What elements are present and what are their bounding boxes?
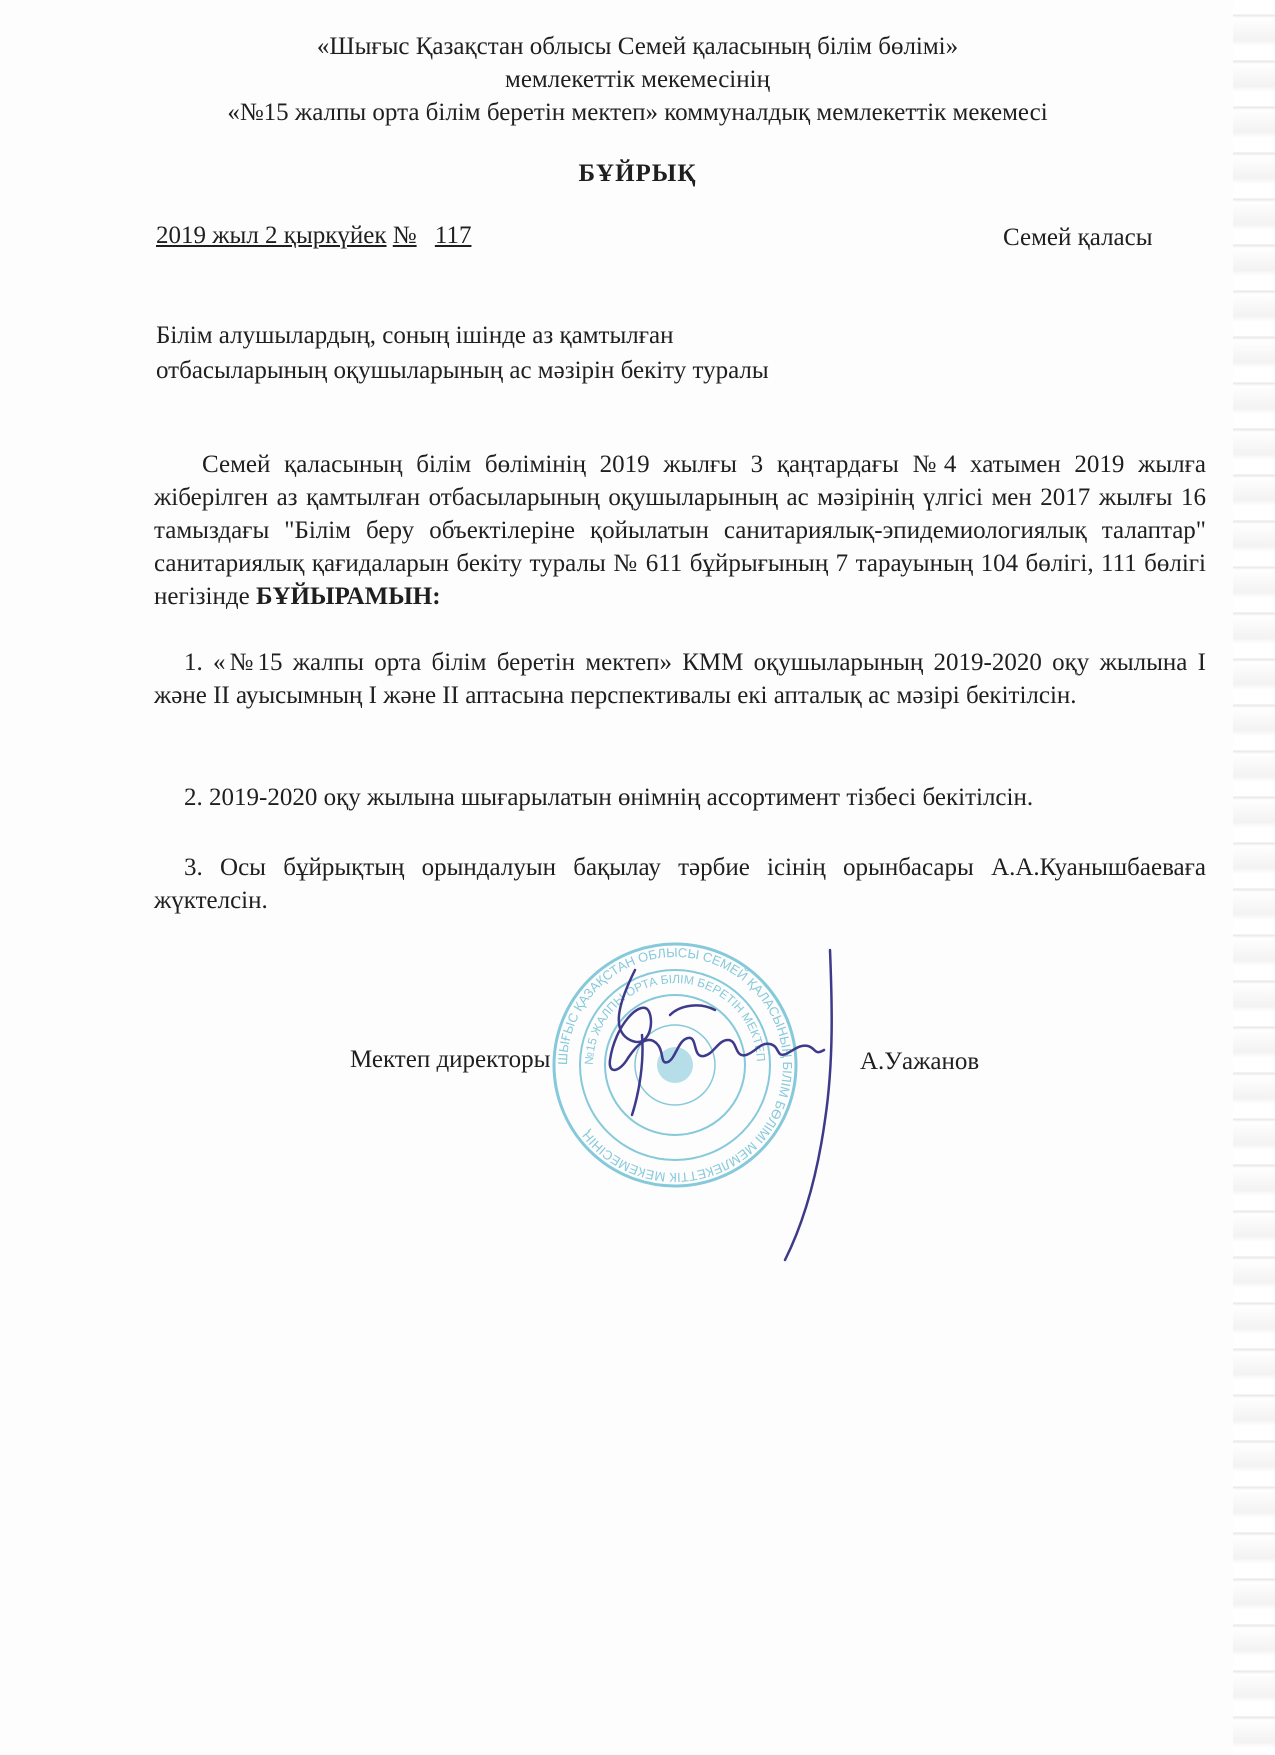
intro-text: Семей қаласының білім бөлімінің 2019 жылғы 3 қаңтардағы №4 хатымен 2019 жылға жіберілген аз қамтылған отбасыларының оқушыларының ас мәзірінің үлгісі мен 2017 жылғы 16 тамыздағы "Білім беру объектілеріне қойылатын санитариялық-эпидемиологиялық талаптар" санитариялық қағидаларын бекіту туралы № 611 бұйрығының 7 тарауының 104 бөлігі, 111 бөлігі негізінде: [154, 451, 1206, 610]
stamp-inner-text: №15 ЖАЛПЫ ОРТА БІЛІМ БЕРЕТІН МЕКТЕП: [581, 971, 769, 1066]
order-subject: [156, 318, 769, 388]
subject-line-2: отбасыларының оқушыларының ас мәзірін бекіту туралы: [156, 357, 769, 384]
header-line-1: «Шығыс Қазақстан облысы Семей қаласының білім бөлімі»: [316, 33, 959, 60]
order-date-number: [156, 222, 479, 250]
intro-emphasis: БҰЙЫРАМЫН:: [255, 583, 441, 610]
intro-paragraph: [154, 448, 1206, 613]
document-header: [0, 30, 1275, 129]
handwritten-signature: [580, 940, 900, 1270]
order-city: Семей қаласы: [1003, 224, 1153, 251]
order-date: 2019 жыл 2 қыркүйек: [156, 222, 387, 249]
scan-edge-artifact: [1233, 0, 1275, 1755]
stamp-outer-text: ШЫҒЫС ҚАЗАҚСТАН ОБЛЫСЫ СЕМЕЙ ҚАЛАСЫНЫҢ БІЛІМ БӨЛІМІ МЕМЛЕКЕТТІК МЕКЕМЕСІНІҢ: [554, 944, 796, 1186]
subject-line-1: Білім алушылардың, соның ішінде аз қамтылған: [156, 322, 674, 349]
signatory-name: А.Уажанов: [860, 1048, 980, 1075]
order-number: 117: [434, 222, 472, 249]
document-type-title: БҰЙРЫҚ: [578, 160, 697, 187]
header-line-3: «№15 жалпы орта білім беретін мектеп» коммуналдық мемлекеттік мекемесі: [227, 99, 1048, 126]
signatory-title: Мектеп директоры: [350, 1046, 551, 1073]
order-item-1: 1. «№15 жалпы орта білім беретін мектеп» КММ оқушыларының 2019-2020 оқу жылына І және ІІ ауысымның І және ІІ аптасына перспективалы екі апталық ас мәзірі бекітілсін.: [154, 649, 1206, 709]
order-number-label: №: [392, 222, 417, 249]
order-item-3: 3. Осы бұйрықтың орындалуын бақылау тәрбие ісінің орынбасары А.А.Куанышбаеваға жүктелсін.: [154, 854, 1206, 914]
header-line-2: мемлекеттік мекемесінің: [505, 66, 770, 93]
order-item-2: 2. 2019-2020 оқу жылына шығарылатын өнімнің ассортимент тізбесі бекітілсін.: [184, 784, 1034, 811]
